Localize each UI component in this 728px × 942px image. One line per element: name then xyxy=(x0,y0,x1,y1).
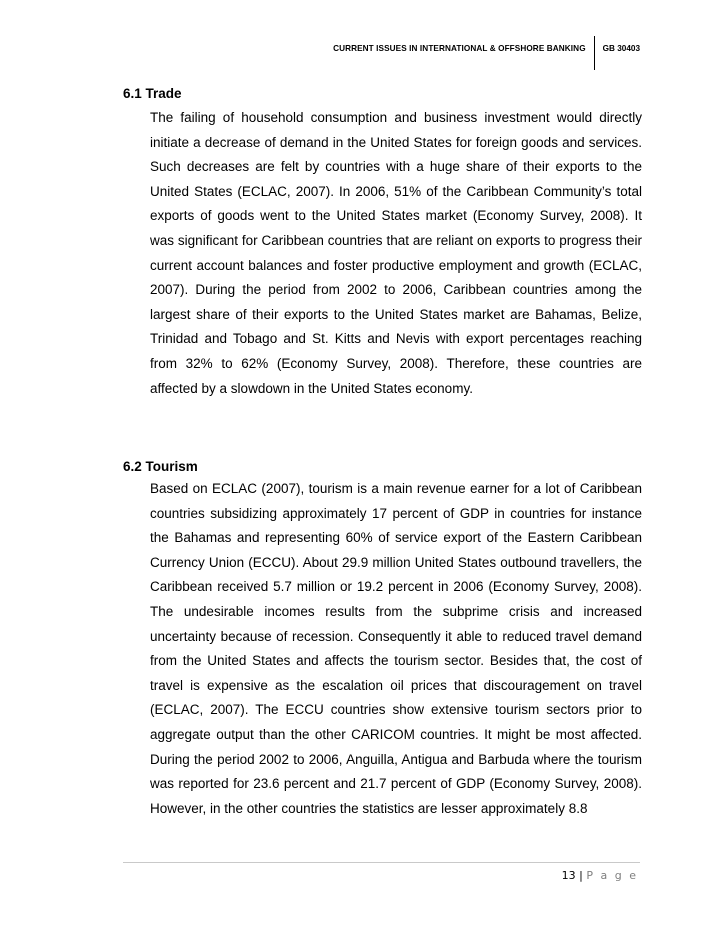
footer-separator: | xyxy=(579,869,583,882)
page-footer xyxy=(562,869,638,882)
section-body-tourism: Based on ECLAC (2007), tourism is a main revenue earner for a lot of Caribbean countries subsidizing approximately 17 percent of GDP in countries for instance the Bahamas and representing 60% of service export of the Eastern Caribbean Currency Union (ECCU). About 29.9 million United States outbound travellers, the Caribbean received 5.7 million or 19.2 percent in 2006 (Economy Survey, 2008). The undesirable incomes results from the subprime crisis and increased uncertainty because of recession. Consequently it able to reduced travel demand from the United States and affects the tourism sector. Besides that, the cost of travel is expensive as the escalation oil prices that discouragement on travel (ECLAC, 2007). The ECCU countries show extensive tourism sectors prior to aggregate output than the other CARICOM countries. It might be most affected. During the period 2002 to 2006, Anguilla, Antigua and Barbuda where the tourism was reported for 23.6 percent and 21.7 percent of GDP (Economy Survey, 2008). However, in the other countries the statistics are lesser approximately 8.8 xyxy=(150,481,642,816)
section-heading-tourism: 6.2 Tourism xyxy=(123,459,198,474)
header-course-code: GB 30403 xyxy=(602,44,640,53)
header-title: CURRENT ISSUES IN INTERNATIONAL & OFFSHORE BANKING xyxy=(333,44,586,53)
page-number: 13 xyxy=(561,869,576,882)
page-label: P a g e xyxy=(586,869,638,882)
section-heading-trade: 6.1 Trade xyxy=(123,86,182,101)
section-body-trade: The failing of household consumption and business investment would directly initiate a decrease of demand in the United States for foreign goods and services. Such decreases are felt by countries with a huge share of their exports to the United States (ECLAC, 2007). In 2006, 51% of the Caribbean Community’s total exports of goods went to the United States market (Economy Survey, 2008). It was significant for Caribbean countries that are reliant on exports to progress their current account balances and foster productive employment and growth (ECLAC, 2007). During the period from 2002 to 2006, Caribbean countries among the largest share of their exports to the United States market are Bahamas, Belize, Trinidad and Tobago and St. Kitts and Nevis with export percentages reaching from 32% to 62% (Economy Survey, 2008). Therefore, these countries are affected by a slowdown in the United States economy. xyxy=(150,110,642,396)
running-header xyxy=(333,36,640,70)
footer-rule xyxy=(123,862,640,863)
